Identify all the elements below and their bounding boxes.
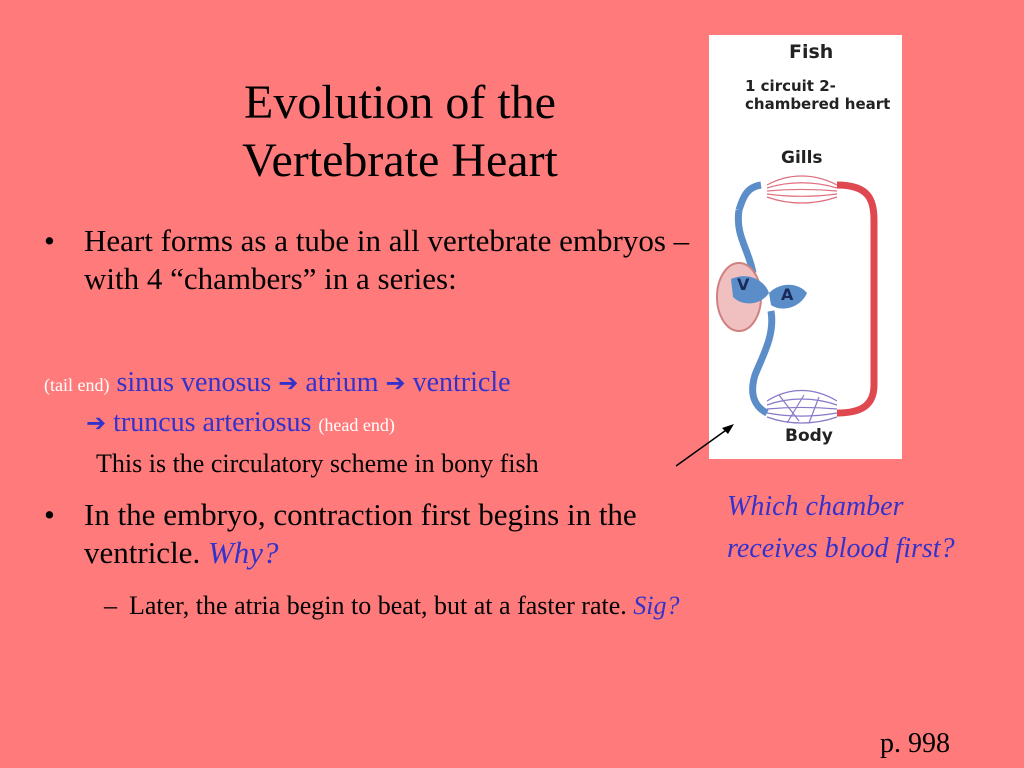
gills-label: Gills (781, 148, 823, 168)
gills-capillaries (767, 176, 837, 203)
gill-left-vessel (739, 185, 761, 210)
scheme-note: This is the circulatory scheme in bony fish (96, 449, 539, 478)
figure-title: Fish (789, 41, 834, 63)
sub-bullet-atria-text (129, 590, 689, 622)
figure-description: 1 circuit 2-chambered heart (745, 77, 891, 113)
bullet-heart-tube-text: Heart forms as a tube in all vertebrate embryos – with 4 “chambers” in a series: (84, 223, 690, 296)
chamber-ventricle: ventricle (412, 367, 511, 398)
title-line-2: Vertebrate Heart (242, 134, 558, 187)
bullet-contraction-text (84, 496, 704, 572)
page-reference: p. 998 (880, 728, 950, 759)
side-question: Which chamber receives blood first? (727, 491, 955, 564)
sig-question: Sig? (633, 591, 680, 620)
fish-circulation-figure (709, 35, 902, 459)
atrium-label: A (781, 285, 794, 304)
chamber-atrium: atrium (305, 367, 379, 398)
atria-text: Later, the atria begin to beat, but at a faster rate. (129, 591, 627, 620)
ventricle-label: V (737, 275, 750, 294)
chamber-truncus-arteriosus: truncus arteriosus (113, 407, 312, 438)
bullet-symbol: • (44, 223, 55, 258)
title-line-1: Evolution of the (244, 76, 556, 129)
oxygenated-vessel (837, 185, 874, 413)
chamber-sinus-venosus: sinus venosus (116, 367, 272, 398)
chamber-sequence (44, 364, 704, 444)
head-end-label: (head end) (318, 415, 395, 435)
arrow-right-icon: ➔ (385, 369, 406, 397)
bullet-symbol: • (44, 497, 55, 532)
contraction-text: In the embryo, contraction first begins in the ventricle. (84, 497, 637, 570)
arrow-right-icon: ➔ (86, 409, 107, 437)
arrow-right-icon: ➔ (278, 369, 299, 397)
sub-bullet-dash: – (104, 591, 117, 620)
why-question: Why? (207, 535, 279, 570)
tail-end-label: (tail end) (44, 375, 110, 395)
body-label: Body (785, 426, 833, 446)
body-capillaries (767, 391, 837, 424)
slide-title (150, 74, 650, 190)
systemic-vein (753, 311, 772, 413)
